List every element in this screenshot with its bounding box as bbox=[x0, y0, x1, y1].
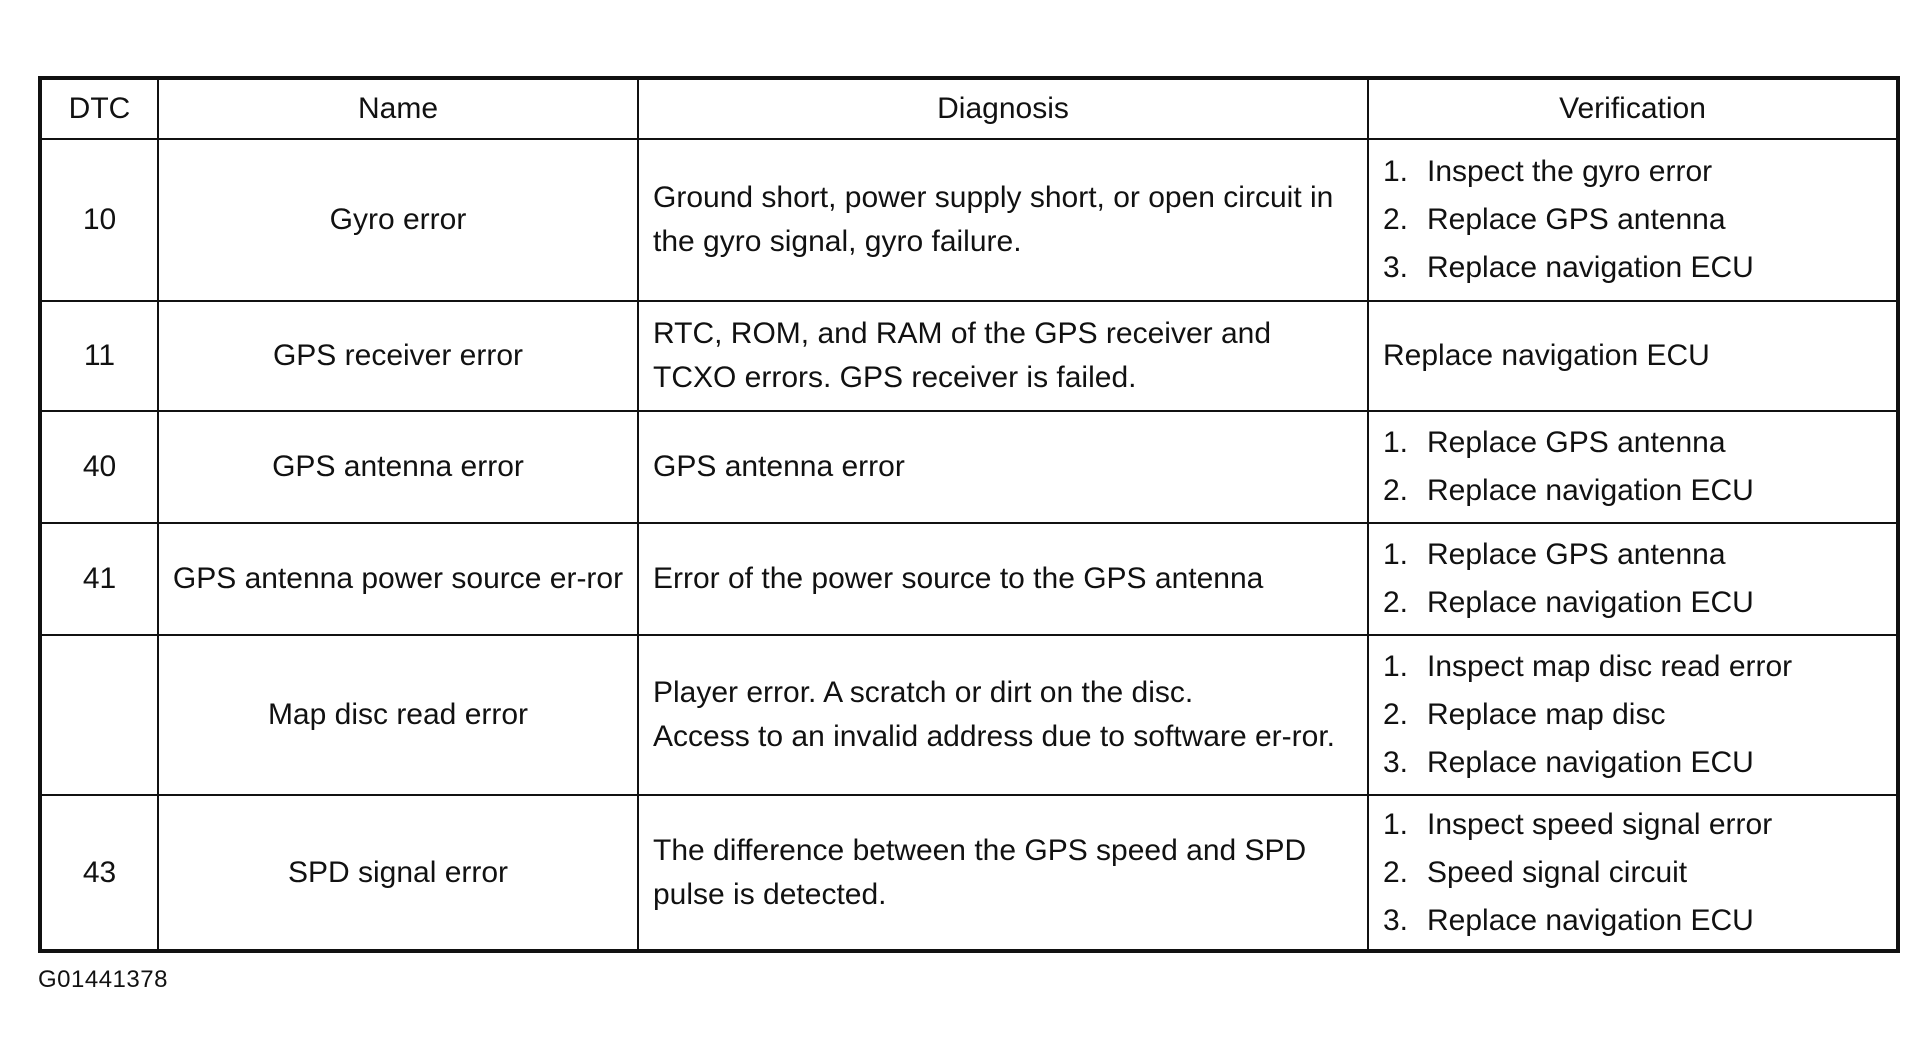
verification-step: 3. Replace navigation ECU bbox=[1383, 903, 1754, 937]
dtc-name: GPS receiver error bbox=[158, 301, 638, 411]
dtc-diagnosis: Ground short, power supply short, or open circuit in the gyro signal, gyro failure. bbox=[638, 139, 1368, 301]
verification-step: 2. Replace map disc bbox=[1383, 698, 1666, 731]
verification-step: 3. Replace navigation ECU bbox=[1383, 251, 1754, 284]
dtc-diagnosis: RTC, ROM, and RAM of the GPS receiver and TCXO errors. GPS receiver is failed. bbox=[638, 301, 1368, 411]
table-row bbox=[40, 411, 1898, 523]
verification-list bbox=[1383, 643, 1882, 787]
dtc-code: 43 bbox=[40, 795, 158, 951]
table-row bbox=[40, 635, 1898, 795]
verification-step: 2. Replace navigation ECU bbox=[1383, 474, 1754, 507]
verification-list bbox=[1383, 419, 1882, 515]
table-row bbox=[40, 301, 1898, 411]
dtc-diagnosis: GPS antenna error bbox=[638, 411, 1368, 523]
verification-step: 1. Replace GPS antenna bbox=[1383, 426, 1726, 459]
dtc-code: 40 bbox=[40, 411, 158, 523]
dtc-table-container bbox=[38, 76, 1896, 953]
verification-step: 1. Inspect map disc read error bbox=[1383, 650, 1793, 683]
header-verification: Verification bbox=[1368, 78, 1898, 139]
table-header-row bbox=[40, 78, 1898, 139]
figure-id: G01441378 bbox=[38, 966, 168, 993]
dtc-code: 11 bbox=[40, 301, 158, 411]
verification-step: 1. Replace GPS antenna bbox=[1383, 538, 1726, 571]
dtc-code: 41 bbox=[40, 523, 158, 635]
verification-step: 3. Replace navigation ECU bbox=[1383, 746, 1754, 779]
dtc-code bbox=[40, 635, 158, 795]
dtc-verification bbox=[1368, 411, 1898, 523]
table-row bbox=[40, 139, 1898, 301]
dtc-verification: Replace navigation ECU bbox=[1368, 301, 1898, 411]
dtc-verification bbox=[1368, 795, 1898, 951]
dtc-verification bbox=[1368, 635, 1898, 795]
table-row bbox=[40, 795, 1898, 951]
dtc-name: Map disc read error bbox=[158, 635, 638, 795]
dtc-table bbox=[38, 76, 1900, 953]
diagnosis-line: Player error. A scratch or dirt on the disc. bbox=[653, 676, 1194, 709]
dtc-name: SPD signal error bbox=[158, 795, 638, 951]
dtc-verification bbox=[1368, 139, 1898, 301]
verification-list bbox=[1383, 531, 1882, 627]
header-diagnosis: Diagnosis bbox=[638, 78, 1368, 139]
dtc-diagnosis: Error of the power source to the GPS antenna bbox=[638, 523, 1368, 635]
verification-list bbox=[1383, 801, 1882, 945]
dtc-name: GPS antenna power source er-ror bbox=[158, 523, 638, 635]
verification-step: 2. Replace GPS antenna bbox=[1383, 203, 1726, 236]
dtc-code: 10 bbox=[40, 139, 158, 301]
dtc-name: Gyro error bbox=[158, 139, 638, 301]
header-dtc: DTC bbox=[40, 78, 158, 139]
verification-step: 2. Speed signal circuit bbox=[1383, 855, 1688, 889]
dtc-diagnosis bbox=[638, 635, 1368, 795]
dtc-verification bbox=[1368, 523, 1898, 635]
verification-step: 1. Inspect the gyro error bbox=[1383, 155, 1713, 188]
table-row bbox=[40, 523, 1898, 635]
verification-step: 2. Replace navigation ECU bbox=[1383, 586, 1754, 619]
dtc-name: GPS antenna error bbox=[158, 411, 638, 523]
diagnosis-line: Access to an invalid address due to software er-ror. bbox=[653, 720, 1336, 753]
header-name: Name bbox=[158, 78, 638, 139]
verification-step: 1. Inspect speed signal error bbox=[1383, 807, 1773, 841]
dtc-diagnosis: The difference between the GPS speed and SPD pulse is detected. bbox=[638, 795, 1368, 951]
verification-list bbox=[1383, 148, 1882, 292]
